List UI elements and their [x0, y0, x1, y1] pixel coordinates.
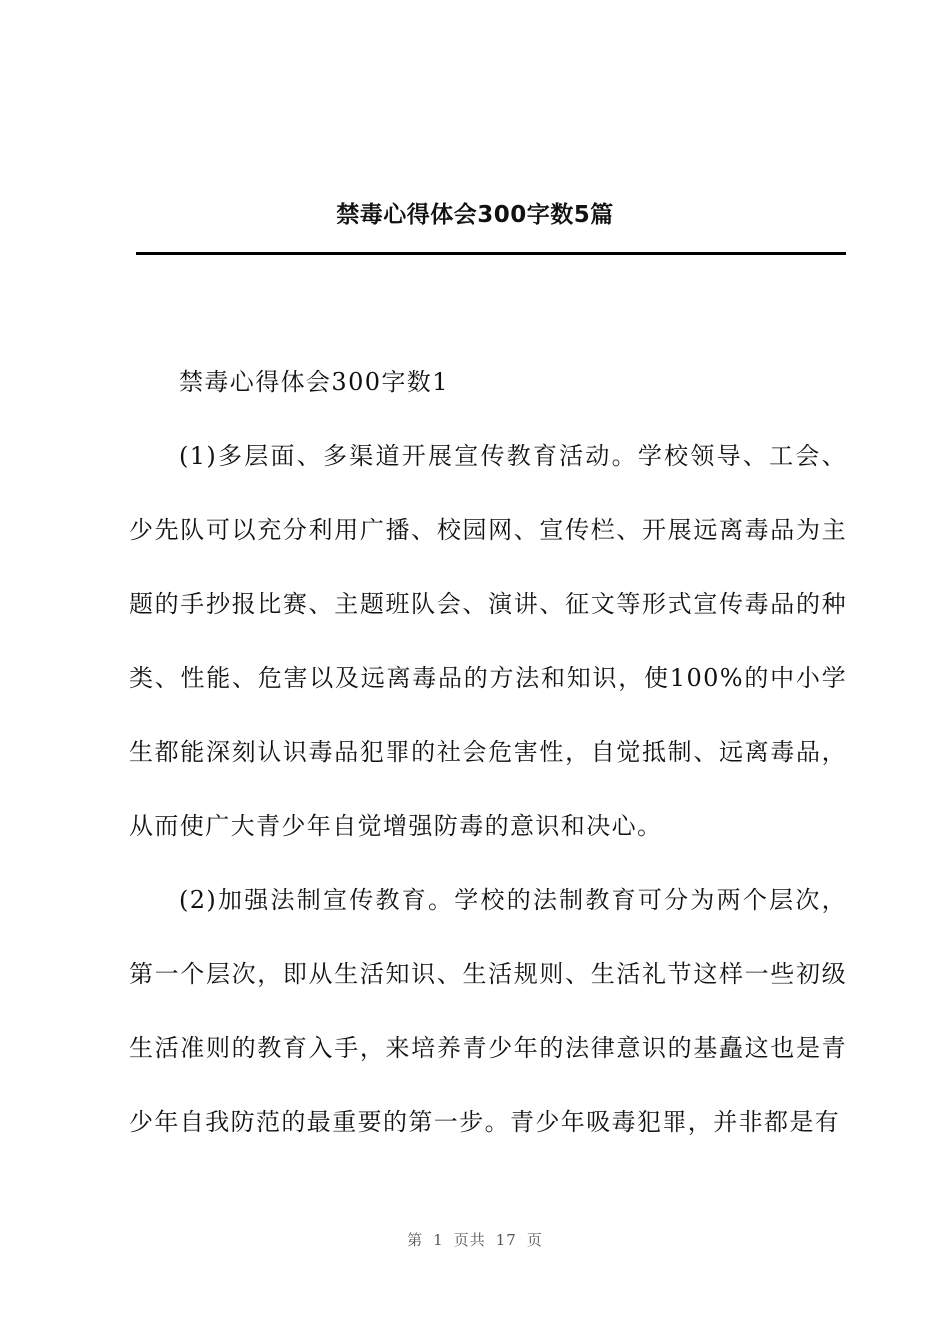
footer-current-page: 1	[433, 1231, 444, 1249]
footer-suffix: 页	[526, 1231, 543, 1249]
section-heading: 禁毒心得体会300字数1	[179, 368, 449, 396]
document-body	[129, 345, 847, 1159]
footer-total-pages: 17	[495, 1231, 517, 1249]
footer-middle: 页共	[453, 1231, 486, 1249]
paragraph-2: (2)加强法制宣传教育。学校的法制教育可分为两个层次，第一个层次，即从生活知识、生活规则、生活礼节这样一些初级生活准则的教育入手，来培养青少年的法律意识的基矗这也是青少年自我防范的最重要的第一步。青少年吸毒犯罪，并非都是有	[129, 886, 847, 1136]
page-footer	[0, 1229, 950, 1250]
title-divider	[136, 252, 846, 255]
footer-prefix: 第	[407, 1231, 424, 1249]
paragraph-1: (1)多层面、多渠道开展宣传教育活动。学校领导、工会、少先队可以充分利用广播、校园网、宣传栏、开展远离毒品为主题的手抄报比赛、主题班队会、演讲、征文等形式宣传毒品的种类、性能、危害以及远离毒品的方法和知识，使100%的中小学生都能深刻认识毒品犯罪的社会危害性，自觉抵制、远离毒品，从而使广大青少年自觉增强防毒的意识和决心。	[129, 442, 847, 840]
document-title: 禁毒心得体会300字数5篇	[336, 202, 614, 228]
